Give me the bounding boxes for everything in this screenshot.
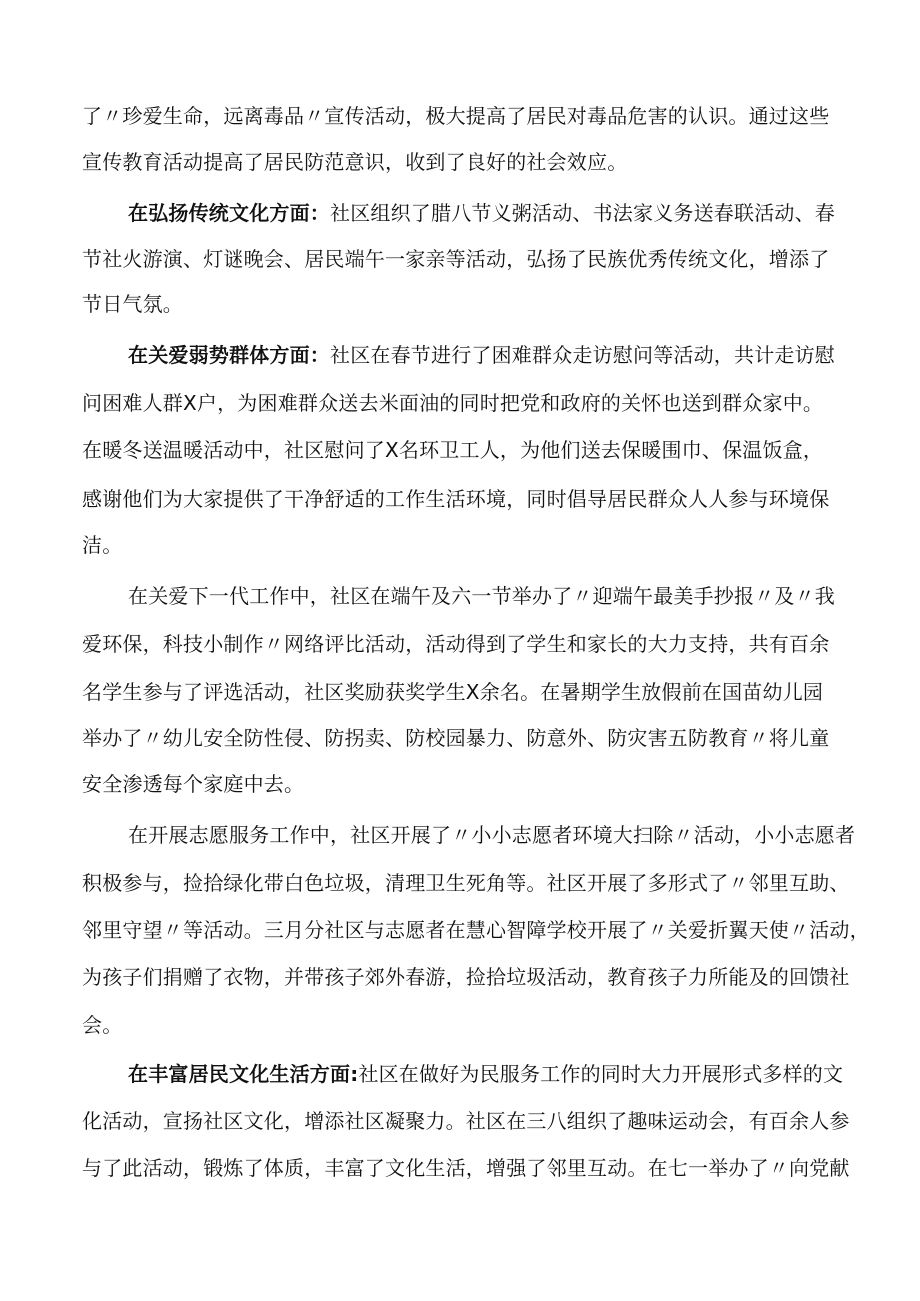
paragraph-3-line-4: 感谢他们为大家提供了干净舒适的工作生活环境，同时倡导居民群众人人参与环境保 — [82, 487, 830, 511]
paragraph-6-line-3: 与了此活动，锻炼了体质，丰富了文化生活，增强了邻里互动。在七一举办了〃向党献 — [82, 1156, 850, 1180]
paragraph-6-text: 社区在做好为民服务工作的同时大力开展形式多样的文 — [358, 1062, 844, 1086]
paragraph-3-line-3: 在暖冬送温暖活动中，社区慰问了X名环卫工人，为他们送去保暖围巾、保温饭盒， — [82, 438, 824, 462]
paragraph-4-line-5: 安全渗透每个家庭中去。 — [82, 772, 305, 796]
paragraph-3-line-1 — [128, 341, 835, 369]
section-heading-vulnerable-groups: 在关爱弱势群体方面： — [128, 343, 330, 367]
paragraph-3-line-2: 问困难人群X户，为困难群众送去米面油的同时把党和政府的关怀也送到群众家中。 — [82, 391, 824, 415]
paragraph-3-text: 社区在春节进行了困难群众走访慰问等活动，共计走访慰 — [330, 343, 835, 367]
section-heading-traditional-culture: 在弘扬传统文化方面： — [128, 201, 330, 225]
section-heading-cultural-life: 在丰富居民文化生活方面: — [128, 1062, 359, 1086]
paragraph-5-line-2: 积极参与，捡拾绿化带白色垃圾，清理卫生死角等。社区开展了多形式了〃邻里互助、 — [82, 871, 850, 895]
paragraph-4-line-2: 爱环保，科技小制作〃网络评比活动，活动得到了学生和家长的大力支持，共有百余 — [82, 632, 830, 656]
paragraph-4-line-3: 名学生参与了评选活动，社区奖励获奖学生X余名。在暑期学生放假前在国苗幼儿园 — [82, 680, 824, 704]
paragraph-6-line-1 — [128, 1060, 843, 1088]
paragraph-2-line-2: 节社火游演、灯谜晚会、居民端午一家亲等活动，弘扬了民族优秀传统文化，增添了 — [82, 247, 830, 271]
paragraph-5-line-4: 为孩子们捐赠了衣物，并带孩子郊外春游，捡拾垃圾活动，教育孩子力所能及的回馈社 — [82, 965, 850, 989]
paragraph-1-line-1: 了〃珍爱生命，远离毒品〃宣传活动，极大提高了居民对毒品危害的认识。通过这些 — [82, 104, 830, 128]
paragraph-5-line-1: 在开展志愿服务工作中，社区开展了〃小小志愿者环境大扫除〃活动，小小志愿者 — [128, 823, 856, 847]
paragraph-1-line-2: 宣传教育活动提高了居民防范意识，收到了良好的社会效应。 — [82, 150, 628, 174]
paragraph-5-line-3: 邻里守望〃等活动。三月分社区与志愿者在慧心智障学校开展了〃关爱折翼天使〃活动， — [82, 918, 870, 942]
paragraph-4-line-4: 举办了〃幼儿安全防性侵、防拐卖、防校园暴力、防意外、防灾害五防教育〃将儿童 — [82, 726, 830, 750]
paragraph-5-line-5: 会。 — [82, 1013, 123, 1037]
paragraph-2-text: 社区组织了腊八节义粥活动、书法家义务送春联活动、春 — [330, 201, 835, 225]
paragraph-4-line-1: 在关爱下一代工作中，社区在端午及六一节举办了〃迎端午最美手抄报〃及〃我 — [128, 584, 835, 608]
paragraph-3-line-5: 洁。 — [82, 533, 123, 557]
paragraph-2-line-3: 节日气氛。 — [82, 292, 183, 316]
paragraph-6-line-2: 化活动，宣扬社区文化，增添社区凝聚力。社区在三八组织了趣味运动会，有百余人参 — [82, 1109, 850, 1133]
paragraph-2-line-1 — [128, 199, 835, 227]
